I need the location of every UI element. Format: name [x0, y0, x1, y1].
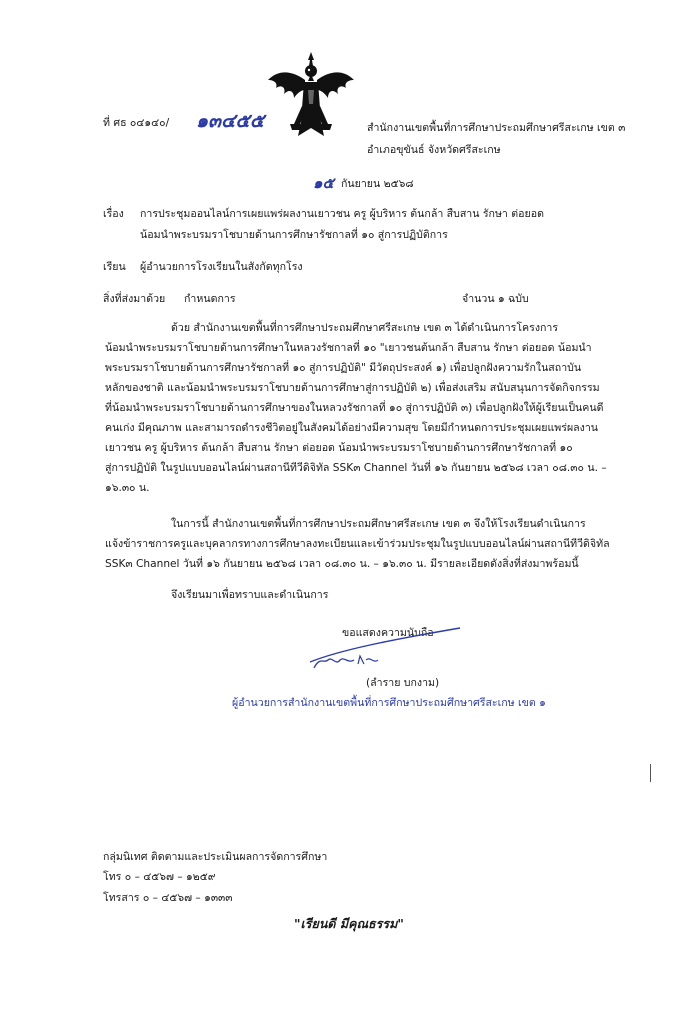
body-line: คนเก่ง มีคุณภาพ และสามารถดำรงชีวิตอยู่ในสังคมได้อย่างมีความสุข โดยมีกำหนดการประชุมเผยแพร่ผลงาน: [105, 422, 599, 434]
enclosure-label: สิ่งที่ส่งมาด้วย: [103, 293, 166, 305]
enclosure-item: กำหนดการ: [184, 293, 236, 305]
body-line: SSK๓ Channel วันที่ ๑๖ กันยายน ๒๕๖๘ เวลา ๐๘.๓๐ น. – ๑๖.๓๐ น. มีรายละเอียดดังสิ่งที่ส่งมาพร้อมนี้: [105, 558, 579, 570]
enclosure-count: จำนวน ๑ ฉบับ: [462, 293, 529, 305]
closing-statement: จึงเรียนมาเพื่อทราบและดำเนินการ: [171, 589, 329, 601]
addressee: ผู้อำนวยการโรงเรียนในสังกัดทุกโรง: [140, 261, 303, 273]
body-line: หลักของชาติ และน้อมนำพระบรมราโชบายด้านการศึกษาสู่การปฏิบัติ ๒) เพื่อส่งเสริม สนับสนุนการจัดกิจกรรม: [105, 382, 600, 394]
body-line: ด้วย สำนักงานเขตพื้นที่การศึกษาประถมศึกษาศรีสะเกษ เขต ๓ ได้ดำเนินการโครงการ: [171, 322, 559, 334]
footer-department: กลุ่มนิเทศ ติดตามและประเมินผลการจัดการศึกษา: [103, 851, 328, 863]
office-name: สำนักงานเขตพื้นที่การศึกษาประถมศึกษาศรีสะเกษ เขต ๓: [367, 122, 626, 134]
body-line: เยาวชน ครู ผู้บริหาร ต้นกล้า สืบสาน รักษา ต่อยอด น้อมนำพระบรมราโชบายด้านการศึกษารัชกาลที่ ๑๐: [105, 442, 573, 454]
office-address: อำเภอขุขันธ์ จังหวัดศรีสะเกษ: [367, 144, 501, 156]
body-line: สู่การปฏิบัติ ในรูปแบบออนไลน์ผ่านสถานีทีวีดิจิทัล SSK๓ Channel วันที่ ๑๖ กันยายน ๒๕๖๘ เวลา ๐๘.๓๐ น. –: [105, 462, 607, 474]
regards: ขอแสดงความนับถือ: [342, 627, 434, 639]
garuda-emblem-icon: [264, 50, 358, 144]
body-line: แจ้งข้าราชการครูและบุคลากรทางการศึกษาลงทะเบียนและเข้าร่วมประชุมในรูปแบบออนไลน์ผ่านสถานีทีวีดิจิทัล: [105, 538, 610, 550]
body-line: น้อมนำพระบรมราโชบายด้านการศึกษาในหลวงรัชกาลที่ ๑๐ "เยาวชนต้นกล้า สืบสาน รักษา ต่อยอด น้อมนำ: [105, 342, 592, 354]
document-number: ที่ ศธ ๐๔๑๔๐/: [103, 117, 170, 129]
body-line: พระบรมราโชบายด้านการศึกษารัชกาลที่ ๑๐ สู่การปฏิบัติ" มีวัตถุประสงค์ ๑) เพื่อปลูกฝังความรักในสถาบัน: [105, 362, 582, 374]
body-paragraph-2: [105, 514, 615, 574]
body-paragraph-1: [105, 318, 615, 498]
subject-line-1: การประชุมออนไลน์การเผยแพร่ผลงานเยาวชน ครู ผู้บริหาร ต้นกล้า สืบสาน รักษา ต่อยอด: [140, 208, 544, 220]
document-date: กันยายน ๒๕๖๘: [341, 178, 414, 190]
date-day-handwritten: ๑๕: [313, 174, 334, 192]
margin-mark: [650, 764, 651, 782]
subject-label: เรื่อง: [103, 208, 124, 220]
body-line: ที่น้อมนำพระบรมราโชบายด้านการศึกษาของในหลวงรัชกาลที่ ๑๐ สู่การปฏิบัติ ๓) เพื่อปลูกฝังให้ผู้เรียนเป็นคนดี: [105, 402, 604, 414]
body-line: ในการนี้ สำนักงานเขตพื้นที่การศึกษาประถมศึกษาศรีสะเกษ เขต ๓ จึงให้โรงเรียนดำเนินการ: [171, 518, 586, 530]
footer-motto: "เรียนดี มีคุณธรรม": [294, 916, 404, 931]
footer-phone: โทร ๐ – ๔๕๖๗ – ๑๒๕๙: [103, 871, 216, 883]
addressee-label: เรียน: [103, 261, 126, 273]
footer-fax: โทรสาร ๐ – ๔๕๖๗ – ๑๓๓๓: [103, 892, 233, 904]
signer-name: (ลำราย บกงาม): [366, 677, 440, 689]
body-line: ๑๖.๓๐ น.: [105, 482, 150, 494]
subject-line-2: น้อมนำพระบรมราโชบายด้านการศึกษารัชกาลที่ ๑๐ สู่การปฏิบัติการ: [140, 229, 448, 241]
signature-stroke: [300, 620, 470, 680]
document-number-handwritten: ๑๓๔๕๕: [196, 110, 265, 132]
signer-position: ผู้อำนวยการสำนักงานเขตพื้นที่การศึกษาประถมศึกษาศรีสะเกษ เขต ๑: [232, 697, 546, 709]
